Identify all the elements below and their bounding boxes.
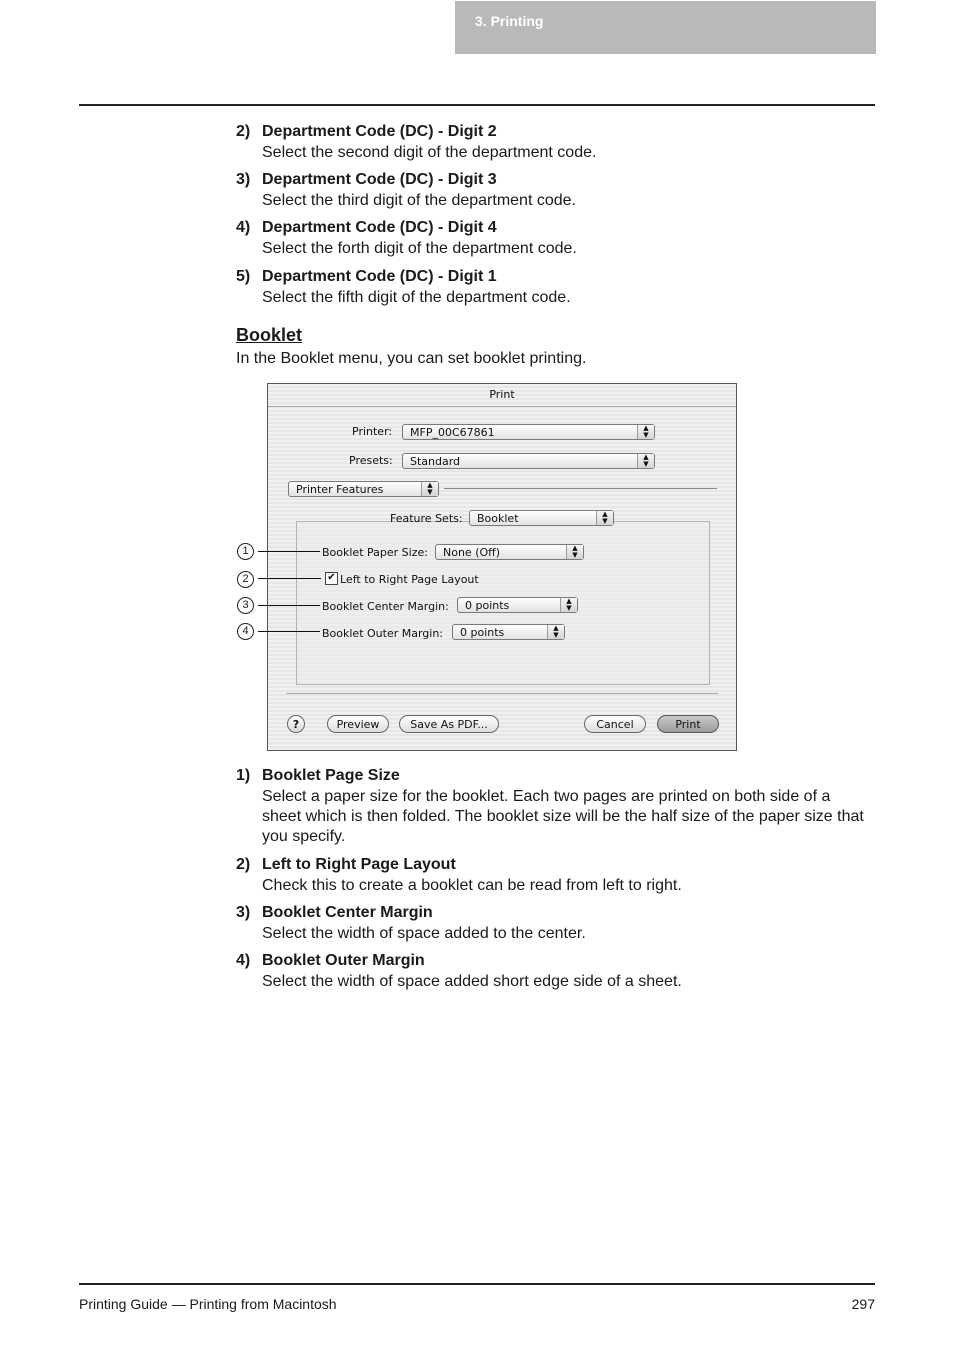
booklet-outer-margin-select[interactable] (452, 624, 565, 640)
save-as-pdf-button[interactable]: Save As PDF... (399, 715, 499, 733)
left-to-right-label: Left to Right Page Layout (340, 573, 479, 586)
panel-select[interactable] (288, 481, 439, 497)
item-number: 1) (236, 767, 251, 784)
booklet-outer-margin-label: Booklet Outer Margin: (322, 627, 444, 640)
item-title: Department Code (DC) - Digit 3 (262, 171, 497, 188)
callout-2: 2 (237, 571, 254, 588)
item-number: 4) (236, 952, 251, 969)
item-number: 3) (236, 171, 251, 188)
booklet-center-margin-value: 0 points (465, 599, 510, 612)
item-description: Select the forth digit of the department code. (262, 240, 577, 257)
item-description: Select the fifth digit of the department code. (262, 289, 571, 306)
left-to-right-checkbox[interactable] (325, 572, 338, 585)
checkmark-icon: ✔ (327, 572, 336, 583)
item-description: Select the width of space added to the center. (262, 925, 586, 942)
updown-arrows-icon: ▲ ▼ (560, 598, 577, 612)
item-title: Department Code (DC) - Digit 4 (262, 219, 497, 236)
booklet-center-margin-select[interactable] (457, 597, 578, 613)
item-description: Select the width of space added short edge side of a sheet. (262, 973, 682, 990)
section-intro: In the Booklet menu, you can set booklet printing. (236, 350, 587, 367)
updown-arrows-icon: ▲ ▼ (547, 625, 564, 639)
panel-divider (444, 488, 717, 489)
callout-3-line (258, 605, 320, 606)
callout-3: 3 (237, 597, 254, 614)
presets-select-value: Standard (410, 455, 461, 468)
presets-label: Presets: (349, 454, 393, 467)
feature-sets-label: Feature Sets: (390, 512, 463, 525)
dialog-title: Print (268, 384, 736, 407)
callout-1-line (258, 551, 320, 552)
section-heading: Booklet (236, 325, 303, 345)
item-title: Department Code (DC) - Digit 1 (262, 268, 497, 285)
booklet-center-margin-label: Booklet Center Margin: (322, 600, 449, 613)
item-description: Check this to create a booklet can be read from left to right. (262, 877, 682, 894)
button-divider (286, 693, 718, 694)
item-title: Booklet Center Margin (262, 904, 433, 921)
booklet-paper-size-select[interactable] (435, 544, 584, 560)
panel-select-value: Printer Features (296, 483, 384, 496)
print-dialog (267, 383, 737, 751)
feature-sets-select[interactable] (469, 510, 614, 526)
printer-select-value: MFP_00C67861 (410, 426, 495, 439)
item-description: Select the third digit of the department code. (262, 192, 576, 209)
print-button[interactable]: Print (657, 715, 719, 733)
updown-arrows-icon: ▲ ▼ (566, 545, 583, 559)
item-number: 3) (236, 904, 251, 921)
chapter-tab (455, 1, 876, 54)
footer-title: Printing Guide — Printing from Macintosh (79, 1296, 337, 1312)
item-number: 2) (236, 856, 251, 873)
item-number: 5) (236, 268, 251, 285)
updown-arrows-icon: ▲ ▼ (596, 511, 613, 525)
updown-arrows-icon: ▲ ▼ (421, 482, 438, 496)
item-description: Select the second digit of the department code. (262, 144, 597, 161)
updown-arrows-icon: ▲ ▼ (637, 425, 654, 439)
chapter-title: 3. Printing (475, 13, 544, 29)
header-rule (79, 104, 875, 106)
presets-select[interactable] (402, 453, 655, 469)
feature-sets-value: Booklet (477, 512, 519, 525)
callout-2-line (258, 578, 321, 579)
item-title: Booklet Page Size (262, 767, 400, 784)
callout-4: 4 (237, 623, 254, 640)
item-title: Booklet Outer Margin (262, 952, 425, 969)
footer-rule (79, 1283, 875, 1285)
updown-arrows-icon: ▲ ▼ (637, 454, 654, 468)
callout-1: 1 (237, 543, 254, 560)
help-button[interactable]: ? (287, 715, 305, 733)
booklet-paper-size-label: Booklet Paper Size: (322, 546, 428, 559)
page-number: 297 (851, 1296, 875, 1312)
printer-label: Printer: (352, 425, 393, 438)
callout-4-line (258, 631, 320, 632)
printer-select[interactable] (402, 424, 655, 440)
item-number: 4) (236, 219, 251, 236)
cancel-button[interactable]: Cancel (584, 715, 646, 733)
item-description: Select a paper size for the booklet. Each two pages are printed on both side of a sheet which is then folded. The booklet size will be the half size of the paper size that you specify. (262, 788, 864, 845)
preview-button[interactable]: Preview (327, 715, 389, 733)
item-title: Left to Right Page Layout (262, 856, 456, 873)
booklet-outer-margin-value: 0 points (460, 626, 505, 639)
item-title: Department Code (DC) - Digit 2 (262, 123, 497, 140)
item-number: 2) (236, 123, 251, 140)
booklet-paper-size-value: None (Off) (443, 546, 501, 559)
